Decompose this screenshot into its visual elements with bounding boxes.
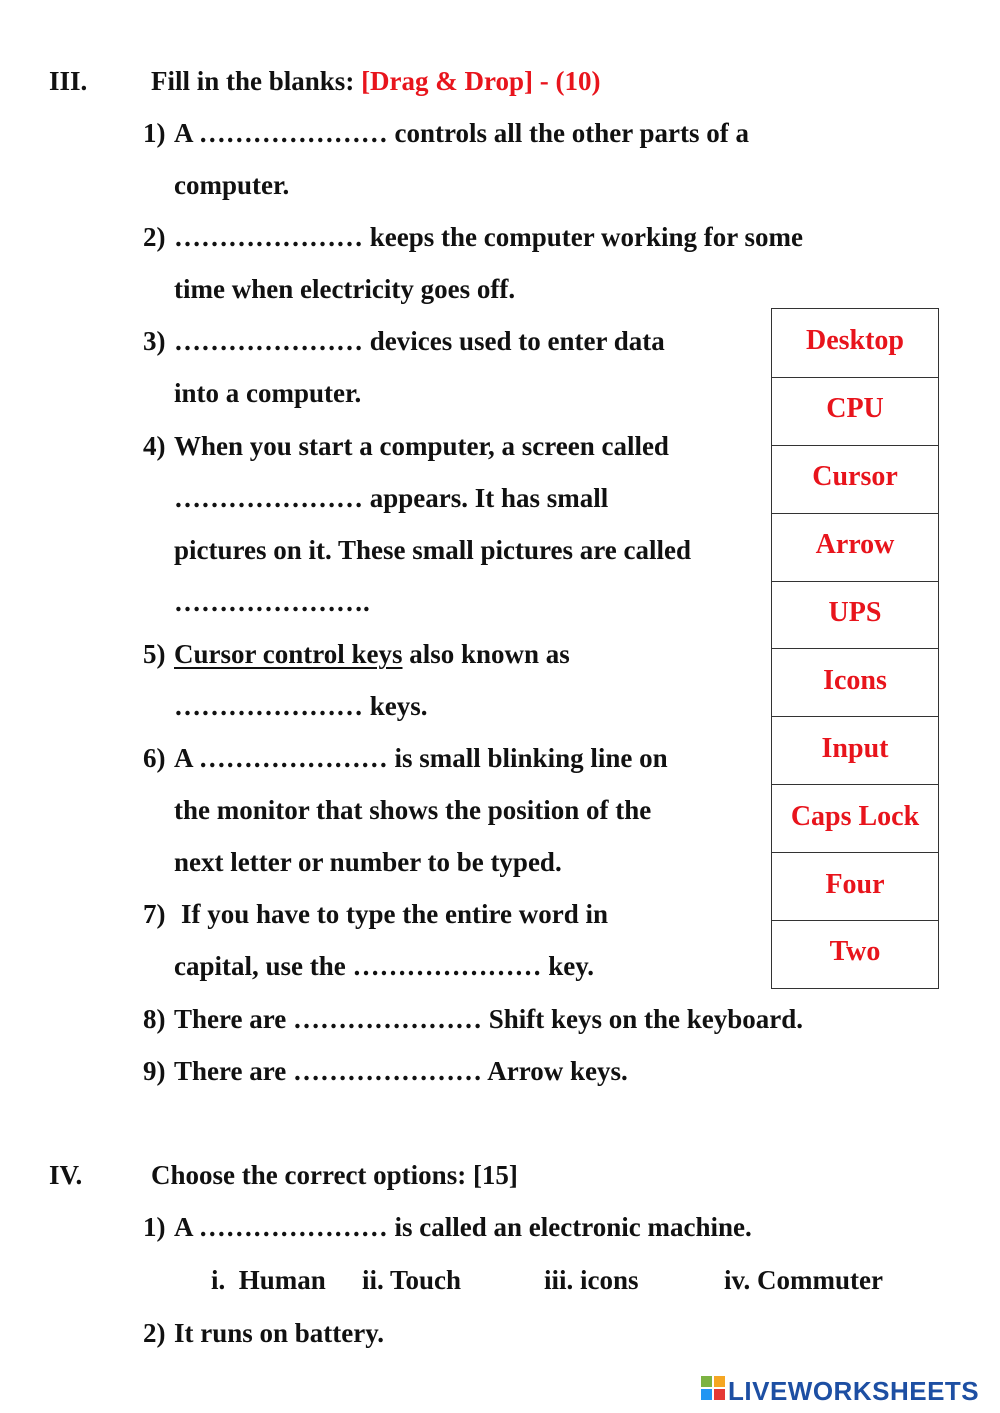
question-line: A ………………… controls all the other parts of a [174, 118, 749, 148]
question-line: There are ………………… Shift keys on the keyboard. [174, 1004, 804, 1034]
question-line: ………………… keeps the computer working for some [174, 222, 803, 252]
question-number: 1) [143, 118, 166, 148]
word-bank-item[interactable]: Input [772, 716, 938, 784]
question-number: 4) [143, 431, 166, 461]
word-bank-item[interactable]: Caps Lock [772, 784, 938, 852]
question-number: 5) [143, 639, 166, 669]
word-bank-item[interactable]: Two [772, 920, 938, 988]
word-bank-item[interactable]: Desktop [805, 324, 904, 356]
word-bank-item[interactable]: Arrow [772, 513, 938, 581]
word-bank-item[interactable]: Four [772, 852, 938, 920]
word-bank-item[interactable]: UPS [772, 581, 938, 649]
question-line: …………………. [174, 587, 370, 617]
question-number: 9) [143, 1056, 166, 1086]
question-line: ………………… devices used to enter data [174, 326, 665, 356]
underlined-term: Cursor control keys [174, 639, 403, 669]
question-number: 2) [143, 222, 166, 252]
question-line: ………………… keys. [174, 691, 428, 721]
question-line: the monitor that shows the position of the [174, 795, 652, 825]
question-line: There are ………………… Arrow keys. [174, 1056, 628, 1086]
section-4-numeral: IV. [49, 1160, 83, 1190]
question-line: capital, use the ………………… key. [174, 951, 595, 981]
question-line: pictures on it. These small pictures are called [174, 535, 691, 565]
option-touch[interactable]: ii. Touch [362, 1265, 462, 1295]
section-3-tag: [Drag & Drop] - (10) [361, 66, 601, 96]
question-line: It runs on battery. [174, 1318, 385, 1348]
option-icons[interactable]: iii. icons [544, 1265, 639, 1295]
question-line: into a computer. [174, 378, 362, 408]
question-number: 2) [143, 1318, 166, 1348]
question-line: If you have to type the entire word in [181, 899, 608, 929]
section-3-numeral: III. [49, 66, 88, 96]
question-line: computer. [174, 170, 290, 200]
liveworksheets-text: LIVEWORKSHEETS [728, 1375, 980, 1406]
question-number: 3) [143, 326, 166, 356]
question-line: A ………………… is small blinking line on [174, 743, 668, 773]
question-line: When you start a computer, a screen called [174, 431, 669, 461]
question-line: next letter or number to be typed. [174, 847, 562, 877]
question-line: A ………………… is called an electronic machine. [174, 1212, 752, 1242]
option-human[interactable]: i. Human [211, 1265, 326, 1295]
section-4-title: Choose the correct options: [15] [151, 1160, 518, 1190]
question-number: 1) [143, 1212, 166, 1242]
question-number: 8) [143, 1004, 166, 1034]
question-line [174, 641, 570, 668]
liveworksheets-logo [700, 1375, 980, 1406]
section-3-title-text: Fill in the blanks: [151, 66, 355, 96]
question-line-rest: also known as [402, 639, 570, 669]
question-number: 6) [143, 743, 166, 773]
section-3-title [151, 68, 601, 95]
word-bank-item[interactable]: CPU [772, 377, 938, 445]
question-line: time when electricity goes off. [174, 274, 516, 304]
word-bank [771, 308, 939, 989]
question-line: ………………… appears. It has small [174, 483, 609, 513]
word-bank-item[interactable]: Icons [772, 648, 938, 716]
option-commuter[interactable]: iv. Commuter [724, 1265, 883, 1295]
word-bank-item[interactable]: Cursor [772, 445, 938, 513]
question-number: 7) [143, 899, 166, 929]
liveworksheets-icon [700, 1375, 726, 1408]
